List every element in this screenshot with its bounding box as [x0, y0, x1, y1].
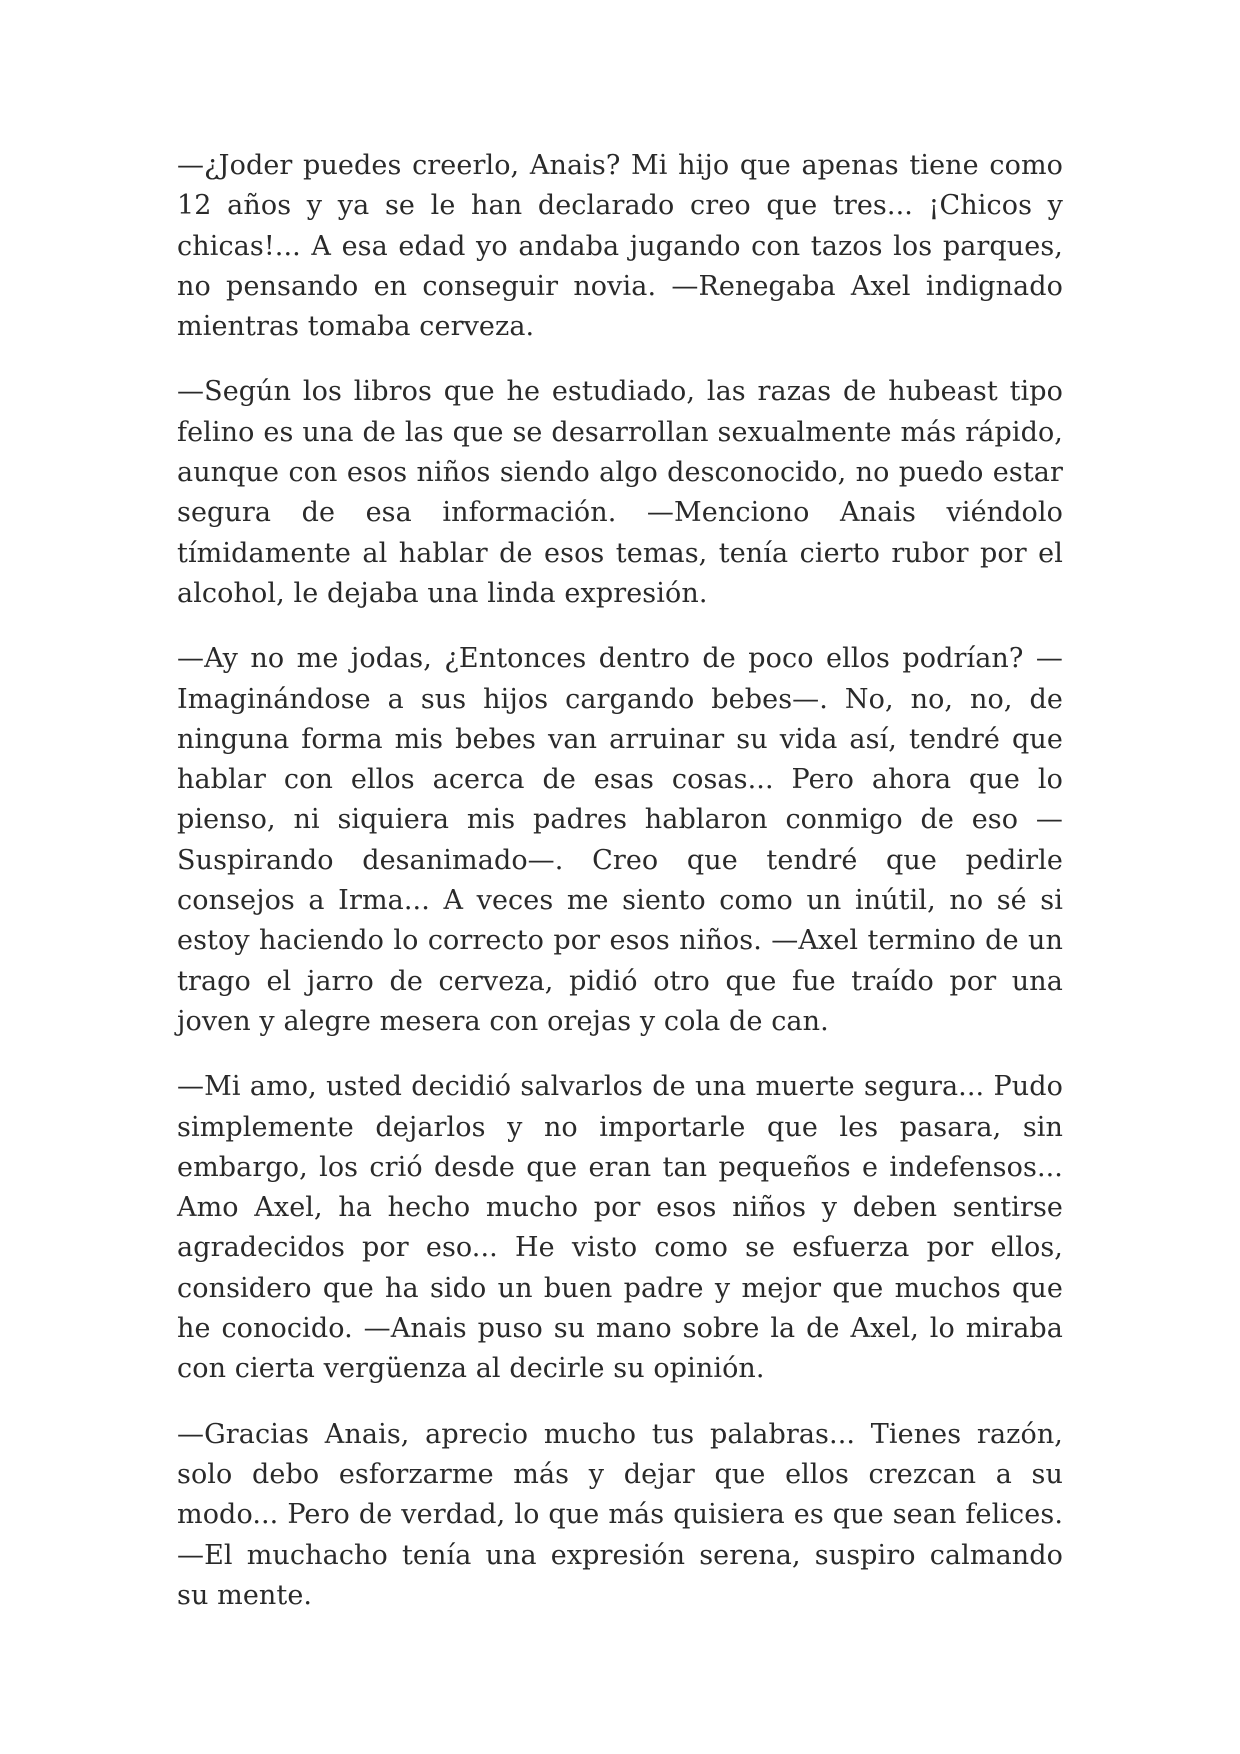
body-text: [177, 146, 1063, 1641]
paragraph: —Según los libros que he estudiado, las razas de hubeast tipo felino es una de las que se desarrollan sexualmente más rápido, aunque con esos niños siendo algo desconocido, no puedo estar segura de esa información. —Menciono Anais viéndolo tímidamente al hablar de esos temas, tenía cierto rubor por el alcohol, le dejaba una linda expresión.: [177, 376, 1063, 609]
paragraph: —Mi amo, usted decidió salvarlos de una muerte segura... Pudo simplemente dejarlos y no importarle que les pasara, sin embargo, los crió desde que eran tan pequeños e indefensos... Amo Axel, ha hecho mucho por esos niños y deben sentirse agradecidos por eso... He visto como se esfuerza por ellos, considero que ha sido un buen padre y mejor que muchos que he conocido. —Anais puso su mano sobre la de Axel, lo miraba con cierta vergüenza al decirle su opinión.: [177, 1071, 1063, 1385]
paragraph: —¿Joder puedes creerlo, Anais? Mi hijo que apenas tiene como 12 años y ya se le han declarado creo que tres... ¡Chicos y chicas!... A esa edad yo andaba jugando con tazos los parques, no pensando en conseguir novia. —Renegaba Axel indignado mientras tomaba cerveza.: [177, 150, 1063, 343]
paragraph: —Ay no me jodas, ¿Entonces dentro de poco ellos podrían? —Imaginándose a sus hijos cargando bebes—. No, no, no, de ninguna forma mis bebes van arruinar su vida así, tendré que hablar con ellos acerca de esas cosas... Pero ahora que lo pienso, ni siquiera mis padres hablaron conmigo de eso —Suspirando desanimado—. Creo que tendré que pedirle consejos a Irma... A veces me siento como un inútil, no sé si estoy haciendo lo correcto por esos niños. —Axel termino de un trago el jarro de cerveza, pidió otro que fue traído por una joven y alegre mesera con orejas y cola de can.: [177, 643, 1063, 1037]
paragraph: —Gracias Anais, aprecio mucho tus palabras... Tienes razón, solo debo esforzarme más y dejar que ellos crezcan a su modo... Pero de verdad, lo que más quisiera es que sean felices. —El muchacho tenía una expresión serena, suspiro calmando su mente.: [177, 1418, 1063, 1611]
